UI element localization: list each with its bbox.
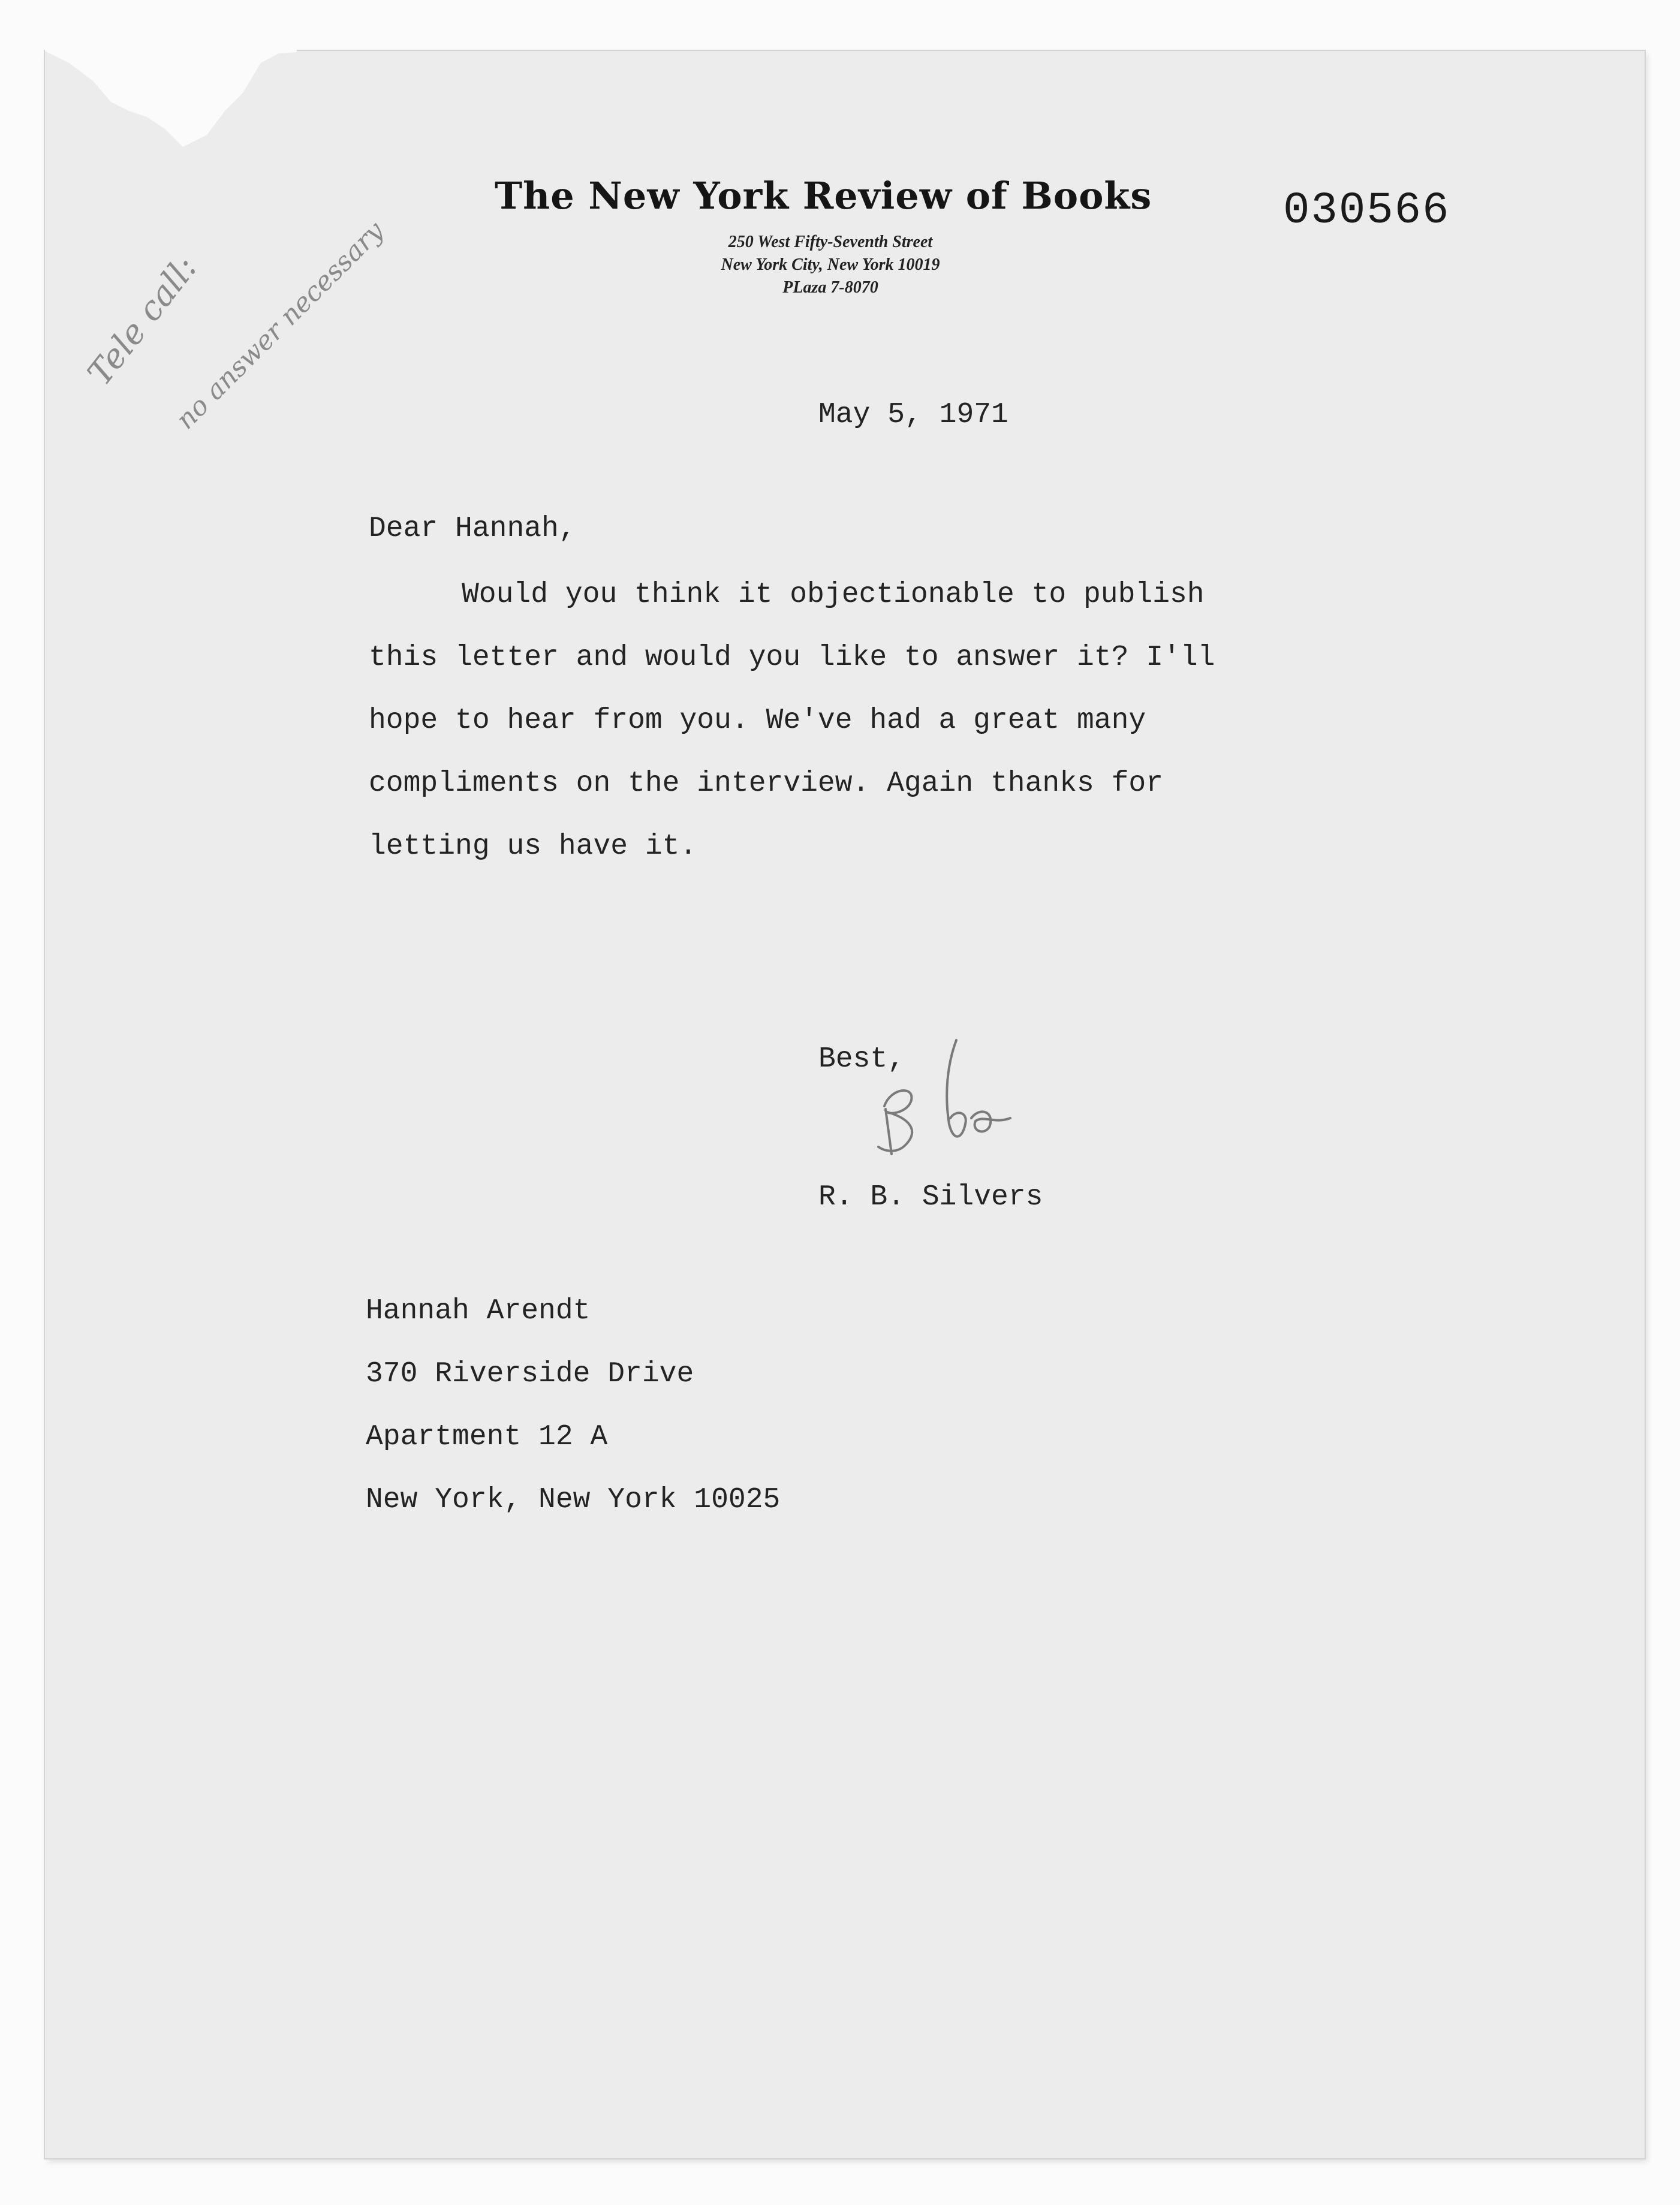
body-line-2: this letter and would you like to answer it? I'll <box>369 641 1215 674</box>
handwritten-note-line-1: Tele call: <box>80 248 205 393</box>
recipient-name: Hannah Arendt <box>366 1295 591 1327</box>
letter-sheet <box>45 51 1645 2158</box>
salutation: Dear Hannah, <box>369 513 576 545</box>
torn-corner-decoration <box>45 45 297 159</box>
body-line-1: Would you think it objectionable to publish <box>462 579 1205 611</box>
recipient-city: New York, New York 10025 <box>366 1484 781 1516</box>
letterhead-city: New York City, New York 10019 <box>721 255 940 274</box>
body-line-3: hope to hear from you. We've had a great many <box>369 704 1146 737</box>
recipient-apartment: Apartment 12 A <box>366 1421 608 1453</box>
letterhead-phone: PLaza 7-8070 <box>782 278 878 297</box>
body-line-5: letting us have it. <box>369 830 697 863</box>
document-number: 030566 <box>1283 186 1450 236</box>
letter-date: May 5, 1971 <box>818 399 1008 431</box>
letterhead-street: 250 West Fifty-Seventh Street <box>728 233 933 251</box>
recipient-street: 370 Riverside Drive <box>366 1358 694 1390</box>
letterhead-address <box>710 231 950 299</box>
signer-name: R. B. Silvers <box>818 1181 1043 1213</box>
closing: Best, <box>818 1043 905 1076</box>
handwritten-note-line-2: no answer necessary <box>170 215 390 435</box>
letterhead-title: The New York Review of Books <box>495 174 1152 218</box>
body-line-4: compliments on the interview. Again thanks for <box>369 767 1164 800</box>
handwritten-signature <box>842 1034 1058 1178</box>
